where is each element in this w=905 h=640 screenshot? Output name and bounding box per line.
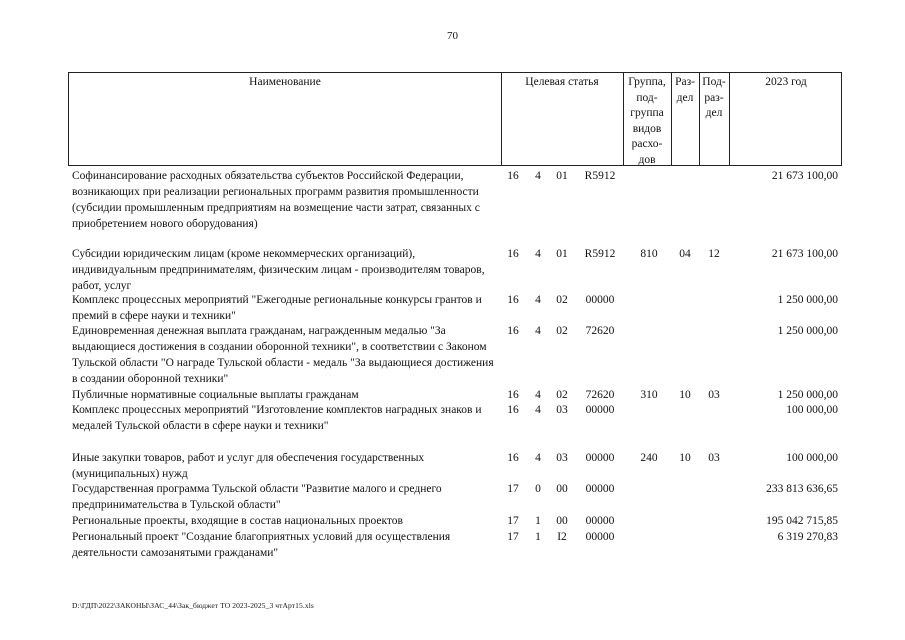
header-name: Наименование [249,76,321,88]
header-target-article: Целевая статья [525,76,599,88]
row-name: Региональный проект "Создание благоприятных условий для осуществления деятельности самозанятыми гражданами" [72,531,451,559]
row-program: 17 [507,483,519,495]
row-event: 03 [556,404,568,416]
row-program: 16 [507,389,519,401]
row-program: 16 [507,452,519,464]
row-event: 02 [556,389,568,401]
row-event: 01 [556,170,568,182]
row-amount: 1 250 000,00 [777,325,838,337]
row-direction: R5912 [584,248,616,260]
row-direction: 00000 [585,515,615,527]
header-section [671,73,699,165]
row-event: 00 [556,483,568,495]
row-subprogram: 4 [535,325,541,337]
header-section-line: Раз- [675,76,695,88]
row-program: 16 [507,294,519,306]
row-direction: 00000 [585,294,615,306]
page-number: 70 [447,30,458,42]
row-subprogram: 4 [535,170,541,182]
row-name: Комплекс процессных мероприятий "Изготовление комплектов наградных знаков и медалей Тульской области в сфере науки и техники" [72,404,482,432]
row-subprogram: 4 [535,248,541,260]
row-amount: 100 000,00 [786,452,838,464]
row-direction: 00000 [585,452,615,464]
row-program: 16 [507,325,519,337]
row-direction: 00000 [585,531,615,543]
row-subprogram: 1 [535,515,541,527]
row-subprogram: 4 [535,404,541,416]
row-group: 310 [640,389,658,401]
row-name: Софинансирование расходных обязательства субъектов Российской Федерации, возникающих при реализации региональных программ развития промышленности (субсидии промышленным предприятиям на возмещение части затрат, связанных с приобретением нового оборудования) [72,170,480,230]
row-amount: 195 042 715,85 [766,515,838,527]
row-amount: 1 250 000,00 [777,294,838,306]
header-year: 2023 год [765,76,807,88]
header-group-line: группа [630,107,664,119]
row-name: Государственная программа Тульской области "Развитие малого и среднего предпринимательства в Тульской области" [72,483,442,511]
table-header [68,72,842,166]
row-direction: 00000 [585,483,615,495]
header-subsection-line: дел [705,107,723,119]
row-subsection: 03 [708,452,720,464]
row-amount: 21 673 100,00 [771,248,838,260]
row-amount: 233 813 636,65 [766,483,838,495]
row-name: Иные закупки товаров, работ и услуг для обеспечения государственных (муниципальных) нужд [72,452,425,480]
row-name: Публичные нормативные социальные выплаты гражданам [72,389,359,401]
row-subprogram: 4 [535,452,541,464]
row-direction: R5912 [584,170,616,182]
row-subsection: 03 [708,389,720,401]
row-program: 16 [507,248,519,260]
row-event: 00 [556,515,568,527]
row-subprogram: 4 [535,294,541,306]
header-subsection-line: раз- [704,91,724,104]
row-subprogram: 4 [535,389,541,401]
header-section-line: дел [676,91,694,104]
row-name: Единовременная денежная выплата гражданам, награжденным медалью "За выдающиеся достижения в создании оборонной техники", в соответствии с Законом Тульской области "О награде Тульской области - медаль "За выдающиеся достижения в создании оборонной техники" [72,325,494,385]
file-path-footer: D:\ГДП\2022\ЗАКОНЫ\ЗАС_44\Зак_бюджет ТО 2023-2025_3 чтАрт15.xls [72,601,314,610]
row-name: Региональные проекты, входящие в состав национальных проектов [72,515,403,527]
row-subprogram: 0 [535,483,541,495]
row-event: 03 [556,452,568,464]
row-group: 240 [640,452,658,464]
row-program: 17 [507,531,519,543]
row-event: 01 [556,248,568,260]
row-section: 10 [679,452,691,464]
header-group-line: Группа, [628,76,666,88]
row-amount: 6 319 270,83 [777,531,838,543]
header-group-line: расхо- [631,138,663,150]
header-group-line: дов [638,153,656,166]
row-direction: 72620 [585,325,615,337]
row-group: 810 [640,248,658,260]
row-program: 16 [507,170,519,182]
header-group-line: видов [632,122,662,135]
row-amount: 1 250 000,00 [777,389,838,401]
row-section: 04 [679,248,691,260]
row-event: I2 [557,531,567,543]
row-event: 02 [556,325,568,337]
row-direction: 00000 [585,404,615,416]
row-name: Субсидии юридическим лицам (кроме некоммерческих организаций), индивидуальным предпринимателям, физическим лицам - производителям товаров, работ, услуг [72,248,485,292]
row-subprogram: 1 [535,531,541,543]
row-program: 17 [507,515,519,527]
header-group-line: под- [636,91,658,104]
header-subsection [699,73,729,165]
row-amount: 21 673 100,00 [771,170,838,182]
row-section: 10 [679,389,691,401]
header-subsection-line: Под- [702,76,726,88]
row-direction: 72620 [585,389,615,401]
row-subsection: 12 [708,248,720,260]
row-amount: 100 000,00 [786,404,838,416]
row-event: 02 [556,294,568,306]
row-name: Комплекс процессных мероприятий "Ежегодные региональные конкурсы грантов и премий в сфере науки и техники" [72,294,482,322]
header-group [623,73,671,165]
row-program: 16 [507,404,519,416]
